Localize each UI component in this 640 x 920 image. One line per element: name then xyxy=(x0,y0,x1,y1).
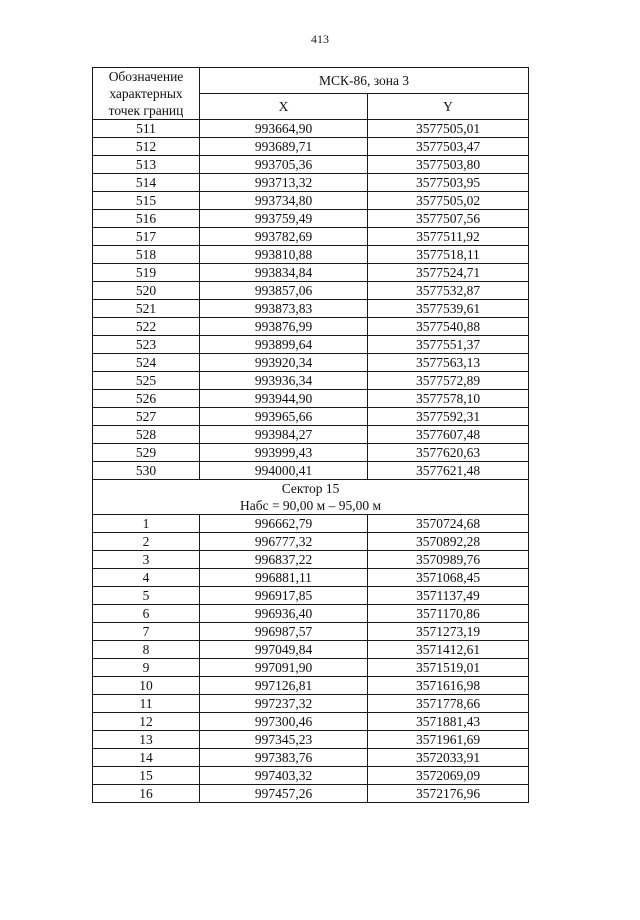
point-id-cell: 1 xyxy=(93,515,200,533)
y-coordinate-cell: 3571881,43 xyxy=(368,713,529,731)
x-coordinate-cell: 993899,64 xyxy=(200,336,368,354)
sector-title: Сектор 15 xyxy=(281,481,340,496)
x-coordinate-cell: 997237,32 xyxy=(200,695,368,713)
point-id-cell: 9 xyxy=(93,659,200,677)
x-coordinate-cell: 996881,11 xyxy=(200,569,368,587)
x-coordinate-cell: 997345,23 xyxy=(200,731,368,749)
y-coordinate-cell: 3577620,63 xyxy=(368,444,529,462)
y-coordinate-cell: 3571616,98 xyxy=(368,677,529,695)
y-coordinate-cell: 3577507,56 xyxy=(368,210,529,228)
point-id-cell: 4 xyxy=(93,569,200,587)
x-coordinate-cell: 993664,90 xyxy=(200,120,368,138)
point-id-cell: 512 xyxy=(93,138,200,156)
x-coordinate-cell: 997126,81 xyxy=(200,677,368,695)
point-label-line: Обозначение xyxy=(108,69,184,84)
table-row xyxy=(93,533,529,551)
table-row xyxy=(93,731,529,749)
point-id-cell: 13 xyxy=(93,731,200,749)
point-id-cell: 5 xyxy=(93,587,200,605)
table-row xyxy=(93,695,529,713)
sector-row xyxy=(93,480,529,515)
coordinates-table xyxy=(92,67,529,803)
y-coordinate-cell: 3577511,92 xyxy=(368,228,529,246)
point-id-cell: 6 xyxy=(93,605,200,623)
table-row xyxy=(93,318,529,336)
point-id-cell: 522 xyxy=(93,318,200,336)
point-id-cell: 8 xyxy=(93,641,200,659)
x-coordinate-cell: 996987,57 xyxy=(200,623,368,641)
point-id-cell: 521 xyxy=(93,300,200,318)
table-row xyxy=(93,569,529,587)
table-row xyxy=(93,713,529,731)
table-header xyxy=(93,68,529,120)
x-coordinate-cell: 993936,34 xyxy=(200,372,368,390)
point-id-cell: 517 xyxy=(93,228,200,246)
y-coordinate-cell: 3577505,02 xyxy=(368,192,529,210)
point-id-cell: 518 xyxy=(93,246,200,264)
x-coordinate-cell: 993999,43 xyxy=(200,444,368,462)
y-coordinate-cell: 3571519,01 xyxy=(368,659,529,677)
table-row xyxy=(93,749,529,767)
y-coordinate-cell: 3572033,91 xyxy=(368,749,529,767)
x-coordinate-cell: 996662,79 xyxy=(200,515,368,533)
table-row xyxy=(93,156,529,174)
point-id-cell: 7 xyxy=(93,623,200,641)
y-coordinate-cell: 3572176,96 xyxy=(368,785,529,803)
table-body-bottom xyxy=(93,515,529,803)
y-coordinate-cell: 3570989,76 xyxy=(368,551,529,569)
point-id-cell: 516 xyxy=(93,210,200,228)
x-coordinate-cell: 993920,34 xyxy=(200,354,368,372)
x-coordinate-cell: 996837,22 xyxy=(200,551,368,569)
point-label-header xyxy=(93,68,200,120)
page-number: 413 xyxy=(311,32,329,46)
point-id-cell: 15 xyxy=(93,767,200,785)
table-row xyxy=(93,551,529,569)
point-id-cell: 529 xyxy=(93,444,200,462)
y-coordinate-cell: 3572069,09 xyxy=(368,767,529,785)
point-id-cell: 515 xyxy=(93,192,200,210)
point-id-cell: 511 xyxy=(93,120,200,138)
table-row xyxy=(93,336,529,354)
table-row xyxy=(93,515,529,533)
point-id-cell: 520 xyxy=(93,282,200,300)
y-coordinate-cell: 3571273,19 xyxy=(368,623,529,641)
point-id-cell: 519 xyxy=(93,264,200,282)
x-coordinate-cell: 993965,66 xyxy=(200,408,368,426)
y-coordinate-cell: 3577540,88 xyxy=(368,318,529,336)
point-id-cell: 10 xyxy=(93,677,200,695)
table-body-top xyxy=(93,120,529,480)
x-coordinate-cell: 993944,90 xyxy=(200,390,368,408)
point-id-cell: 16 xyxy=(93,785,200,803)
x-coordinate-cell: 993873,83 xyxy=(200,300,368,318)
y-coordinate-cell: 3577503,47 xyxy=(368,138,529,156)
table-row xyxy=(93,641,529,659)
point-id-cell: 11 xyxy=(93,695,200,713)
point-id-cell: 523 xyxy=(93,336,200,354)
y-coordinate-cell: 3577503,95 xyxy=(368,174,529,192)
table-row xyxy=(93,300,529,318)
table-row xyxy=(93,623,529,641)
y-coordinate-cell: 3577578,10 xyxy=(368,390,529,408)
x-coordinate-cell: 993834,84 xyxy=(200,264,368,282)
y-coordinate-cell: 3571778,66 xyxy=(368,695,529,713)
x-column-header: X xyxy=(200,94,368,120)
x-coordinate-cell: 993782,69 xyxy=(200,228,368,246)
table-row xyxy=(93,228,529,246)
y-coordinate-cell: 3570892,28 xyxy=(368,533,529,551)
point-id-cell: 513 xyxy=(93,156,200,174)
y-coordinate-cell: 3571412,61 xyxy=(368,641,529,659)
x-coordinate-cell: 993689,71 xyxy=(200,138,368,156)
point-id-cell: 530 xyxy=(93,462,200,480)
y-coordinate-cell: 3577592,31 xyxy=(368,408,529,426)
y-coordinate-cell: 3577621,48 xyxy=(368,462,529,480)
table-row xyxy=(93,390,529,408)
sector-section xyxy=(93,480,529,515)
point-id-cell: 14 xyxy=(93,749,200,767)
point-id-cell: 12 xyxy=(93,713,200,731)
table-row xyxy=(93,785,529,803)
point-id-cell: 2 xyxy=(93,533,200,551)
table-row xyxy=(93,282,529,300)
x-coordinate-cell: 997457,26 xyxy=(200,785,368,803)
x-coordinate-cell: 997091,90 xyxy=(200,659,368,677)
sector-height-range: Набс = 90,00 м – 95,00 м xyxy=(239,498,382,513)
point-id-cell: 3 xyxy=(93,551,200,569)
y-coordinate-cell: 3577572,89 xyxy=(368,372,529,390)
y-coordinate-cell: 3577607,48 xyxy=(368,426,529,444)
x-coordinate-cell: 993984,27 xyxy=(200,426,368,444)
x-coordinate-cell: 993713,32 xyxy=(200,174,368,192)
table-row xyxy=(93,426,529,444)
x-coordinate-cell: 997300,46 xyxy=(200,713,368,731)
table-row xyxy=(93,408,529,426)
x-coordinate-cell: 993734,80 xyxy=(200,192,368,210)
y-coordinate-cell: 3577503,80 xyxy=(368,156,529,174)
y-coordinate-cell: 3577563,13 xyxy=(368,354,529,372)
x-coordinate-cell: 997383,76 xyxy=(200,749,368,767)
table-row xyxy=(93,120,529,138)
y-coordinate-cell: 3571170,86 xyxy=(368,605,529,623)
x-coordinate-cell: 993759,49 xyxy=(200,210,368,228)
y-coordinate-cell: 3571961,69 xyxy=(368,731,529,749)
y-coordinate-cell: 3571068,45 xyxy=(368,569,529,587)
table-row xyxy=(93,138,529,156)
y-coordinate-cell: 3577518,11 xyxy=(368,246,529,264)
point-id-cell: 514 xyxy=(93,174,200,192)
sector-heading xyxy=(93,480,529,515)
table-row xyxy=(93,372,529,390)
point-id-cell: 526 xyxy=(93,390,200,408)
table-row xyxy=(93,192,529,210)
table-row xyxy=(93,174,529,192)
y-coordinate-cell: 3577539,61 xyxy=(368,300,529,318)
x-coordinate-cell: 993876,99 xyxy=(200,318,368,336)
y-column-header: Y xyxy=(368,94,529,120)
coordinate-system-header: МСК-86, зона 3 xyxy=(200,68,529,94)
x-coordinate-cell: 994000,41 xyxy=(200,462,368,480)
x-coordinate-cell: 996777,32 xyxy=(200,533,368,551)
table-row xyxy=(93,462,529,480)
x-coordinate-cell: 996917,85 xyxy=(200,587,368,605)
point-label-line: точек границ xyxy=(108,103,184,118)
point-id-cell: 524 xyxy=(93,354,200,372)
table-row xyxy=(93,767,529,785)
table-row xyxy=(93,444,529,462)
table-row xyxy=(93,264,529,282)
x-coordinate-cell: 997049,84 xyxy=(200,641,368,659)
table-row xyxy=(93,587,529,605)
table-row xyxy=(93,354,529,372)
y-coordinate-cell: 3571137,49 xyxy=(368,587,529,605)
y-coordinate-cell: 3577524,71 xyxy=(368,264,529,282)
y-coordinate-cell: 3577532,87 xyxy=(368,282,529,300)
point-label-line: характерных xyxy=(109,86,183,101)
table-row xyxy=(93,659,529,677)
table-row xyxy=(93,605,529,623)
table-row xyxy=(93,246,529,264)
x-coordinate-cell: 993705,36 xyxy=(200,156,368,174)
x-coordinate-cell: 993857,06 xyxy=(200,282,368,300)
y-coordinate-cell: 3570724,68 xyxy=(368,515,529,533)
point-id-cell: 528 xyxy=(93,426,200,444)
y-coordinate-cell: 3577551,37 xyxy=(368,336,529,354)
x-coordinate-cell: 996936,40 xyxy=(200,605,368,623)
table-row xyxy=(93,210,529,228)
point-id-cell: 527 xyxy=(93,408,200,426)
x-coordinate-cell: 993810,88 xyxy=(200,246,368,264)
point-id-cell: 525 xyxy=(93,372,200,390)
table-row xyxy=(93,677,529,695)
x-coordinate-cell: 997403,32 xyxy=(200,767,368,785)
y-coordinate-cell: 3577505,01 xyxy=(368,120,529,138)
